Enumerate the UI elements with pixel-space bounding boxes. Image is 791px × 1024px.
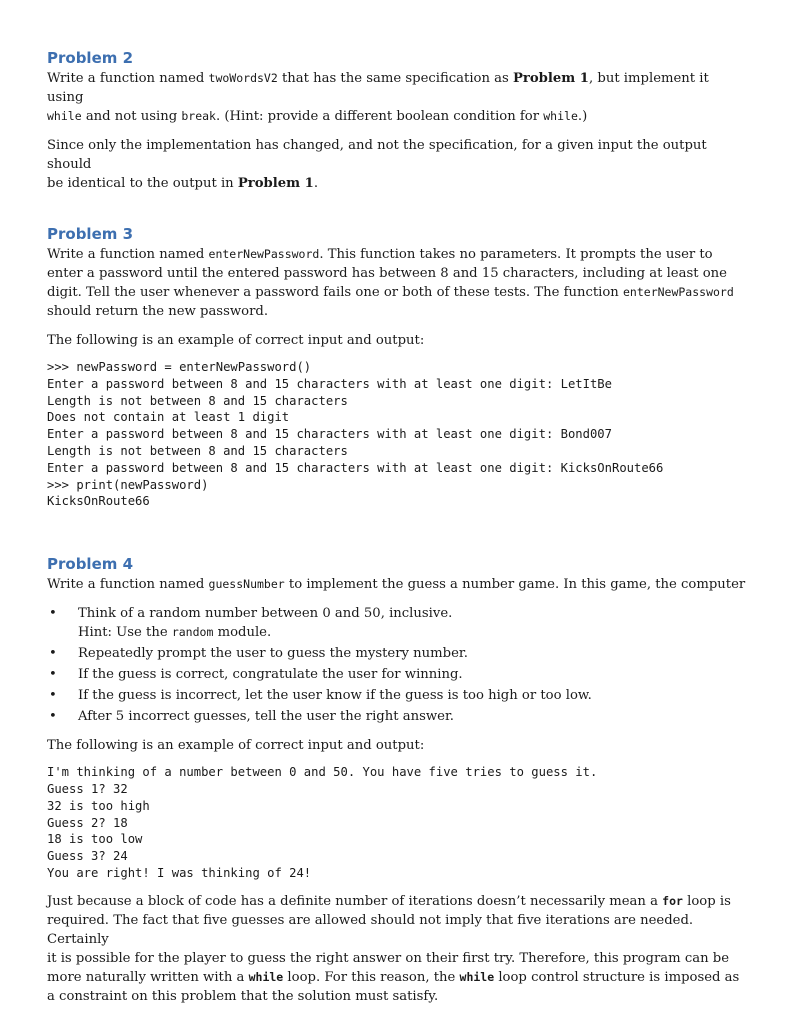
list-item: • If the guess is incorrect, let the user know if the guess is too high or too low. (47, 686, 747, 705)
code-while: while (248, 969, 284, 984)
code-while: while (47, 109, 82, 123)
list-item: • Repeatedly prompt the user to guess the mystery number. (47, 644, 747, 663)
problem-3-description (47, 245, 747, 321)
list-item: • After 5 incorrect guesses, tell the user the right answer. (47, 707, 747, 726)
problem-4-requirements-list (47, 604, 747, 726)
text: more naturally written with a (47, 969, 249, 985)
text: Just because a block of code has a definite number of iterations doesn’t necessarily mean a (47, 893, 663, 909)
problem-4-section (47, 554, 747, 1006)
code-line: 32 is too high (47, 798, 150, 813)
code-line: >>> print(newPassword) (47, 477, 209, 492)
text: should return the new password. (47, 304, 269, 319)
code-line: 18 is too low (47, 832, 143, 847)
problem-2-section (47, 48, 747, 193)
code-while: while (543, 109, 578, 123)
text: Write a function named (47, 577, 209, 593)
problem-3-example-intro: The following is an example of correct input and output: (47, 333, 425, 348)
text: .) (577, 109, 588, 124)
code-line: >>> newPassword = enterNewPassword() (47, 360, 312, 374)
code-line: Guess 3? 24 (47, 849, 128, 864)
code-line: Guess 1? 32 (47, 781, 128, 796)
text: digit. Tell the user whenever a password fails one or both of these tests. The function (47, 285, 623, 300)
code-line: KicksOnRoute66 (47, 494, 150, 509)
code-break: break (181, 109, 216, 123)
text: Hint: Use the (78, 625, 172, 641)
problem-2-description (47, 69, 747, 126)
text: . (313, 176, 319, 191)
code-line: Guess 2? 18 (47, 815, 128, 830)
problem-4-heading: Problem 4 (47, 555, 134, 574)
code-random: random (171, 625, 214, 640)
problem-3-code-example (47, 359, 747, 510)
code-line: Enter a password between 8 and 15 characters with at least one digit: KicksOnRoute66 (47, 460, 664, 475)
text: loop. For this reason, the (283, 969, 460, 985)
problem-3-section (47, 224, 747, 510)
code-line: You are right! I was thinking of 24! (47, 865, 312, 880)
text: required. The fact that five guesses are allowed should not imply that five iterations are needed. Certainly (47, 912, 694, 947)
text: a constraint on this problem that the solution must satisfy. (47, 988, 439, 1004)
document-page (47, 48, 747, 1006)
problem-3-heading: Problem 3 (47, 225, 134, 243)
text: that has the same specification as (277, 71, 513, 86)
text: to implement the guess a number game. In this game, the computer (284, 577, 746, 593)
code-line: I'm thinking of a number between 0 and 50. You have five tries to guess it. (47, 765, 598, 780)
problem-4-description (47, 575, 747, 594)
text: , but implement it using (47, 71, 709, 105)
code-line: Enter a password between 8 and 15 characters with at least one digit: LetItBe (47, 376, 612, 391)
problem-2-note (47, 136, 747, 193)
code-while: while (459, 969, 495, 984)
text: enter a password until the entered password has between 8 and 15 characters, including at least one (47, 266, 727, 281)
text: . This function takes no parameters. It prompts the user to (319, 247, 713, 262)
bold-problem-1: Problem 1 (237, 176, 314, 191)
list-item (47, 604, 747, 642)
text: Since only the implementation has changed, and not the specification, for a given input the output should (47, 138, 707, 172)
bold-problem-1: Problem 1 (512, 71, 589, 86)
text: loop control structure is imposed as (494, 969, 740, 985)
text: it is possible for the player to guess the right answer on their first try. Therefore, this program can be (47, 950, 730, 966)
text: Write a function named (47, 71, 209, 86)
code-line: Does not contain at least 1 digit (47, 410, 290, 425)
text: . (Hint: provide a different boolean condition for (215, 109, 544, 124)
problem-4-code-example (47, 764, 747, 882)
code-twowordsv2: twoWordsV2 (208, 71, 278, 85)
code-line: Enter a password between 8 and 15 characters with at least one digit: Bond007 (47, 427, 612, 442)
code-guessnumber: guessNumber (208, 577, 285, 592)
code-for: for (662, 893, 683, 908)
code-enternewpassword: enterNewPassword (208, 247, 320, 261)
problem-4-constraint-note (47, 892, 747, 1006)
text: Think of a random number between 0 and 50, inclusive. (78, 606, 453, 622)
code-enternewpassword: enterNewPassword (623, 285, 734, 299)
code-line: Length is not between 8 and 15 characters (47, 443, 348, 458)
text: and not using (81, 109, 182, 124)
problem-4-example-intro: The following is an example of correct input and output: (47, 738, 425, 754)
text: loop is (682, 893, 731, 909)
list-item: • If the guess is correct, congratulate the user for winning. (47, 665, 747, 684)
code-line: Length is not between 8 and 15 characters (47, 393, 348, 408)
text: be identical to the output in (47, 176, 238, 191)
text: Write a function named (47, 247, 209, 262)
problem-2-heading: Problem 2 (47, 49, 134, 67)
text: module. (213, 625, 272, 641)
